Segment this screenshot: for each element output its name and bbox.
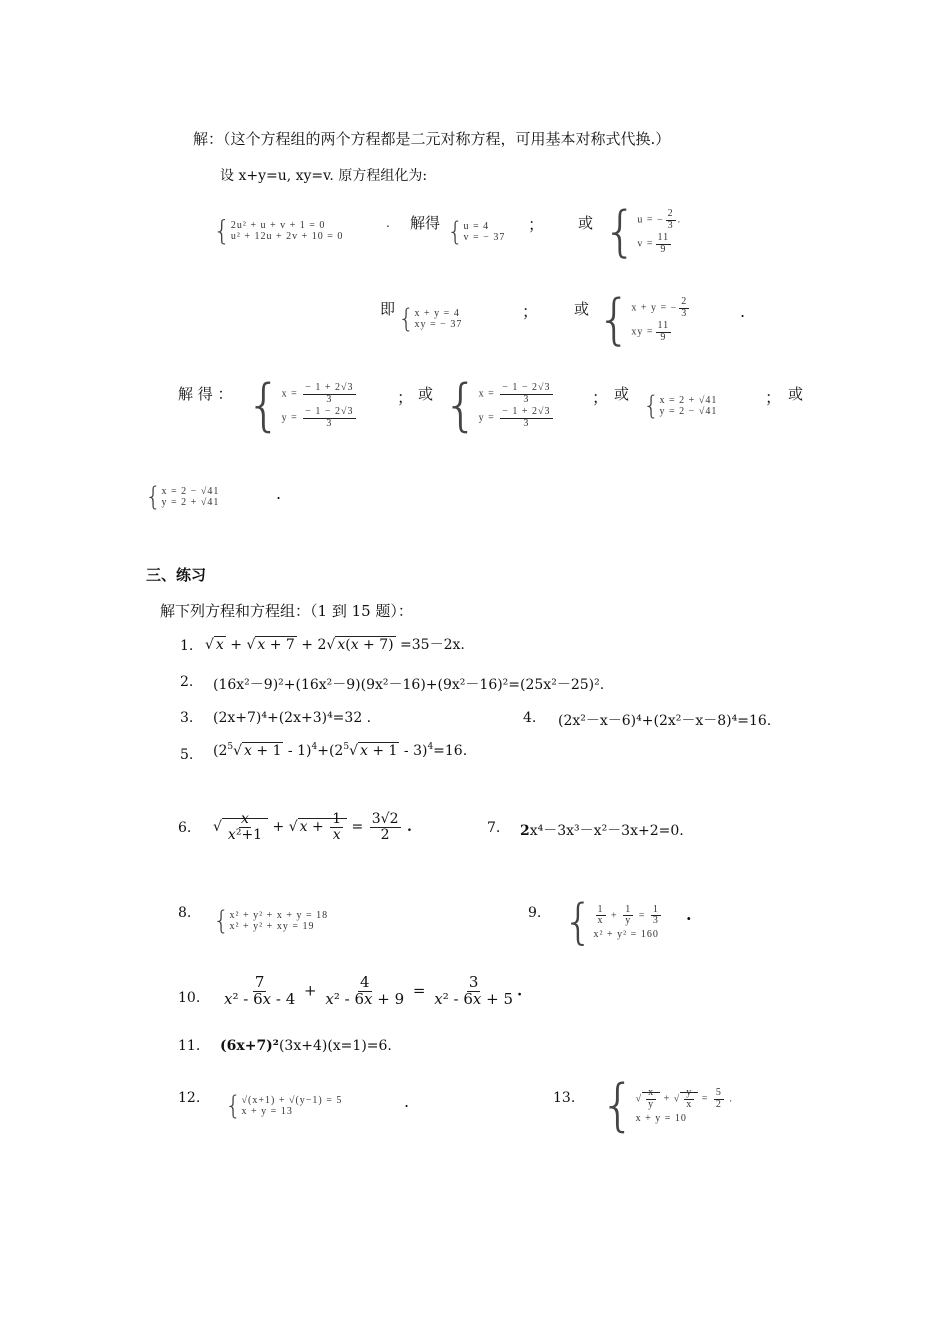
system-xy2: [597, 288, 691, 351]
system-xy1: [398, 306, 462, 332]
problem-number: 8.: [178, 905, 192, 921]
problem-number: 7.: [487, 820, 501, 836]
equation-line: x = $\frac{- 1 + 2√3}{3}$: [281, 382, 354, 405]
equation-line: y = 2 − √41: [659, 406, 718, 417]
final-solution-3: [643, 393, 717, 419]
problem-4: (2x²－x－6)⁴+(2x²－x－8)⁴=16.: [558, 713, 772, 729]
solve-label: 解得: [410, 214, 441, 232]
or-label: 或: [574, 300, 590, 318]
equation-line: $\frac{1}{x}$ + $\frac{1}{y}$ = $\frac{1}{3}$: [597, 903, 659, 926]
problem-7: 2x⁴－3x³－x²－3x+2=0.: [520, 823, 684, 839]
equation-line: y = $\frac{- 1 + 2√3}{3}$: [478, 406, 551, 429]
ie-label: 即: [380, 300, 396, 318]
equation-line: u = 4: [463, 221, 490, 232]
equation-line: u² + 12u + 2v + 10 = 0: [230, 231, 344, 242]
practice-instruction: 解下列方程和方程组：（1 到 15 题）：: [160, 602, 413, 620]
problem-number: 4.: [523, 710, 537, 726]
brace-icon: {: [398, 304, 415, 334]
brace-icon: {: [447, 217, 464, 247]
solution-intro: 解：（这个方程组的两个方程都是二元对称方程，可用基本对称式代换.）: [193, 130, 671, 148]
or-label: 或: [788, 385, 804, 403]
brace-icon: {: [213, 214, 231, 247]
equation-line: y = 2 + √41: [161, 497, 220, 508]
section-heading: 三、练习: [146, 566, 207, 584]
problem-number: 11.: [178, 1038, 201, 1054]
brace-icon: {: [225, 1091, 242, 1121]
problem-9: [563, 894, 663, 950]
problem-6: √ $\frac{x}{\text{x²+1}}$ + √ x + $\frac{1}{x}$ = $\frac{3√2}{2}$ .: [213, 811, 412, 843]
brace-icon: {: [213, 906, 230, 936]
or-label: 或: [418, 385, 434, 403]
problem-8: [213, 908, 328, 934]
or-label: 或: [578, 214, 594, 232]
equation-line: x = $\frac{- 1 - 2√3}{3}$: [478, 382, 551, 405]
equation-line: √(x+1) + √(y−1) = 5: [241, 1095, 343, 1106]
system-sol1: [447, 219, 505, 245]
problem-number: 9.: [528, 905, 542, 921]
problem-12: [225, 1093, 342, 1119]
equation-line: v = $\frac{11}{9}$: [637, 232, 670, 255]
equation-line: xy = − 37: [414, 319, 463, 330]
problem-10: $\frac{7}{\text{x² - 6x - 4}}$ + $\frac{4}{\text{x² - 6x + 9}}$ = $\frac{3}{\text{x² - 6x + 5}}$ .: [224, 973, 523, 1008]
equation-line: x + y = 13: [241, 1106, 293, 1117]
equation-line: y = $\frac{- 1 - 2√3}{3}$: [281, 406, 354, 429]
equation-line: x + y = 4: [414, 308, 460, 319]
equation-line: x = 2 + √41: [659, 395, 718, 406]
system-sol2: [603, 200, 682, 263]
equation-line: x = 2 − √41: [161, 486, 220, 497]
equation-line: x² + y² + xy = 19: [229, 921, 315, 932]
final-solution-2: [443, 373, 555, 438]
problem-number: 1.: [180, 638, 194, 654]
problem-13: [600, 1073, 733, 1138]
problem-number: 12.: [178, 1090, 201, 1106]
problem-11: (6x+7)²(3x+4)(x=1)=6.: [220, 1038, 392, 1054]
problem-number: 13.: [553, 1090, 576, 1106]
equation-line: x + y = − $\frac{2}{3}$: [631, 296, 688, 319]
or-label: 或: [614, 385, 630, 403]
equation-line: x + y = 10: [635, 1113, 687, 1124]
equation-line: 2u² + u + v + 1 = 0: [230, 220, 326, 231]
brace-icon: {: [563, 894, 594, 950]
brace-icon: {: [600, 1073, 636, 1138]
final-solution-1: [246, 373, 358, 438]
brace-icon: {: [145, 482, 162, 512]
brace-icon: {: [643, 391, 660, 421]
problem-number: 5.: [180, 747, 194, 763]
equation-line: u = − $\frac{2}{3}$ .: [637, 208, 682, 231]
equation-line: x² + y² + x + y = 18: [229, 910, 329, 921]
problem-3: (2x+7)⁴+(2x+3)⁴=32 .: [213, 710, 372, 726]
brace-icon: {: [443, 373, 479, 438]
problem-2: (16x²－9)²+(16x²－9)(9x²－16)+(9x²－16)²=(25x²－25)².: [213, 677, 605, 693]
problem-number: 2.: [180, 674, 194, 690]
final-solution-4: [145, 484, 219, 510]
brace-icon: {: [246, 373, 282, 438]
system-uv: [213, 214, 344, 247]
substitution-line: 设 x+y=u, xy=v. 原方程组化为:: [220, 168, 428, 184]
brace-icon: {: [603, 200, 638, 263]
brace-icon: {: [597, 288, 632, 351]
problem-number: 10.: [178, 990, 201, 1006]
equation-line: v = − 37: [463, 232, 506, 243]
problem-number: 6.: [178, 820, 192, 836]
solve-label-2: 解 得 ：: [178, 385, 233, 403]
problem-5: ($2^5√$ $x + 1 - 1)^4+(2^5√$ x + 1 - 3)$^4$=16.: [213, 742, 468, 759]
equation-line: √ $\frac{x}{y}$ + √ $\frac{y}{x}$ = $\frac{5}{2}$ .: [635, 1087, 733, 1110]
equation-line: xy = $\frac{11}{9}$: [631, 320, 670, 343]
problem-number: 3.: [180, 710, 194, 726]
problem-1: √ x + √ x + 7 + 2√ x(x + 7) =35－2x.: [205, 637, 465, 653]
equation-line: x² + y² = 160: [593, 928, 659, 940]
